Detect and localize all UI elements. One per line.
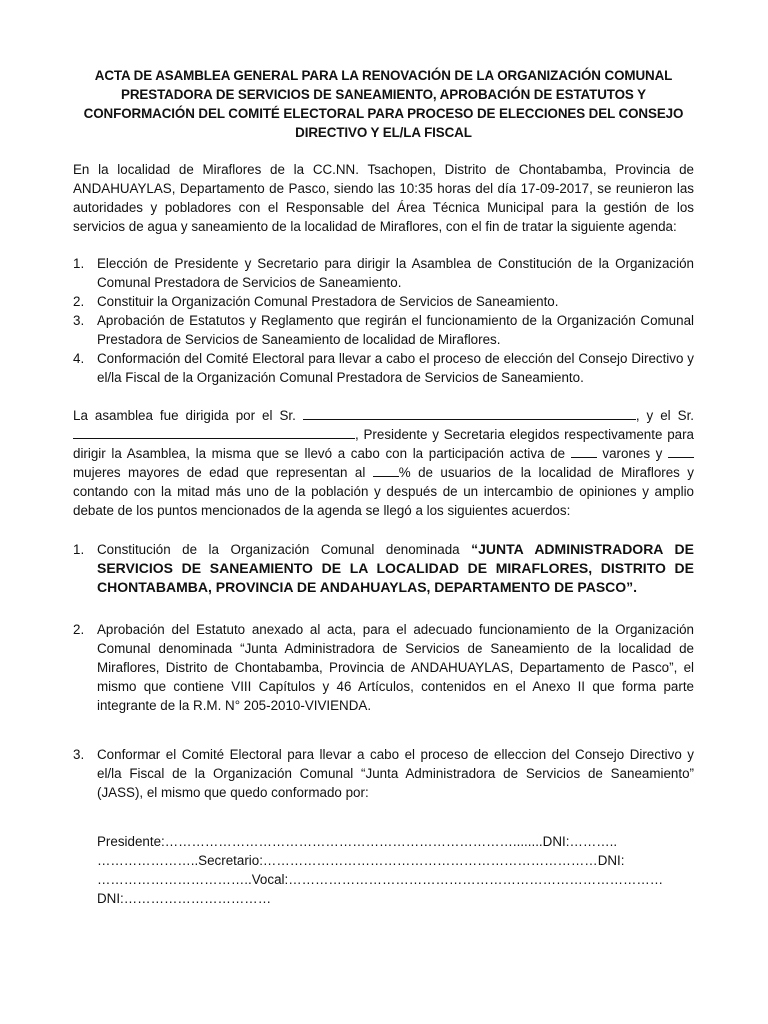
agenda-item bbox=[73, 349, 694, 387]
agenda-item bbox=[73, 254, 694, 292]
agreement-item-text: Constitución de la Organización Comunal denominada bbox=[97, 542, 472, 557]
agenda-item bbox=[73, 311, 694, 349]
agenda-item-number: 4. bbox=[73, 351, 85, 366]
agreement-item-text: Aprobación del Estatuto anexado al acta, para el adecuado funcionamiento de la Organización Comunal denominada “Junta Administradora de Servicios de Saneamiento de la localidad de Miraflores, Distrito de Chontabamba, Provincia de ANDAHUAYLAS, Departamento de Pasco”, el mismo que contiene VIII Capítulos y 46 Artículos, contenidos en el Anexo II que forma parte integrante de la R.M. N° 205-2010-VIVIENDA. bbox=[97, 622, 694, 713]
assembly-text-3: , Presidente y Secretaria elegidos respectivamente para dirigir la Asamblea, la misma que se llevó a cabo con la participación activa de bbox=[73, 427, 694, 461]
women-count-blank bbox=[668, 445, 694, 458]
agreement-item-end: . bbox=[633, 579, 638, 595]
agenda-list bbox=[73, 254, 694, 387]
assembly-text-2: , y el Sr. bbox=[635, 408, 695, 423]
agenda-item-text: Aprobación de Estatutos y Reglamento que regirán el funcionamiento de la Organización Comunal Prestadora de Servicios de Saneamiento de localidad de Miraflores. bbox=[97, 313, 694, 347]
agenda-item-text: Constituir la Organización Comunal Prestadora de Servicios de Saneamiento. bbox=[97, 294, 559, 309]
assembly-text-6: % de usuarios de la localidad de Miraflores y contando con la mitad más uno de la población y después de un intercambio de opiniones y amplio debate de los puntos mencionados de la agenda se llegó a los siguientes acuerdos: bbox=[73, 465, 694, 518]
agenda-item-text: Conformación del Comité Electoral para llevar a cabo el proceso de elección del Consejo Directivo y el/la Fiscal de la Organización Comunal Prestadora de Servicios de Saneamiento. bbox=[97, 351, 694, 385]
assembly-text-1: La asamblea fue dirigida por el Sr. bbox=[73, 408, 303, 423]
signature-line-vocal: ……………………………..Vocal:………………………………………………………………………… bbox=[97, 872, 664, 887]
electoral-committee-signatures bbox=[73, 832, 694, 908]
intro-paragraph: En la localidad de Miraflores de la CC.NN. Tsachopen, Distrito de Chontabamba, Provincia de ANDAHUAYLAS, Departamento de Pasco, siendo las 10:35 horas del día 17-09-2017, se reunieron las autoridades y pobladores con el Responsable del Área Técnica Municipal para la gestión de los servicios de agua y saneamiento de la localidad de Miraflores, con el fin de tratar la siguiente agenda: bbox=[73, 162, 694, 234]
assembly-paragraph bbox=[73, 406, 694, 520]
agreement-item-number: 1. bbox=[73, 542, 85, 557]
signature-line-secretary: …………………..Secretario:…………………………………………………………………DNI: bbox=[97, 853, 625, 868]
percent-blank bbox=[373, 464, 399, 477]
agenda-item-text: Elección de Presidente y Secretario para dirigir la Asamblea de Constitución de la Organización Comunal Prestadora de Servicios de Saneamiento. bbox=[97, 256, 694, 290]
document-title: ACTA DE ASAMBLEA GENERAL PARA LA RENOVACIÓN DE LA ORGANIZACIÓN COMUNAL PRESTADORA DE SERVICIOS DE SANEAMIENTO, APROBACIÓN DE ESTATUTOS Y CONFORMACIÓN DEL COMITÉ ELECTORAL PARA PROCESO DE ELECCIONES DEL CONSEJO DIRECTIVO Y EL/LA FISCAL bbox=[83, 68, 684, 140]
agenda-item-number: 2. bbox=[73, 294, 85, 309]
signature-line-president: Presidente:……………………………………………………………………........DNI:……….. bbox=[97, 834, 618, 849]
agreement-item bbox=[73, 745, 694, 802]
agreement-item-text: Conformar el Comité Electoral para llevar a cabo el proceso de elleccion del Consejo Directivo y el/la Fiscal de la Organización Comunal “Junta Administradora de Servicios de Saneamiento” (JASS), el mismo que quedo conformado por: bbox=[97, 747, 694, 800]
men-count-blank bbox=[571, 445, 597, 458]
agreement-item-number: 3. bbox=[73, 747, 85, 762]
assembly-text-5: mujeres mayores de edad que representan al bbox=[73, 465, 373, 480]
signature-line-dni: DNI:…………………………… bbox=[97, 891, 272, 906]
president-name-blank bbox=[303, 407, 636, 420]
agreement-item-number: 2. bbox=[73, 622, 85, 637]
agenda-item-number: 3. bbox=[73, 313, 85, 328]
agenda-item bbox=[73, 292, 694, 311]
agreement-item bbox=[73, 540, 694, 597]
organization-name: “JUNTA ADMINISTRADORA DE SERVICIOS DE SANEAMIENTO DE LA LOCALIDAD DE MIRAFLORES, DISTRITO DE CHONTABAMBA, PROVINCIA DE ANDAHUAYLAS, DEPARTAMENTO DE PASCO” bbox=[97, 541, 694, 595]
agreement-item bbox=[73, 620, 694, 715]
agenda-item-number: 1. bbox=[73, 256, 85, 271]
assembly-text-4: varones y bbox=[596, 446, 668, 461]
secretary-name-blank bbox=[73, 426, 355, 439]
agreements-list bbox=[73, 540, 694, 802]
